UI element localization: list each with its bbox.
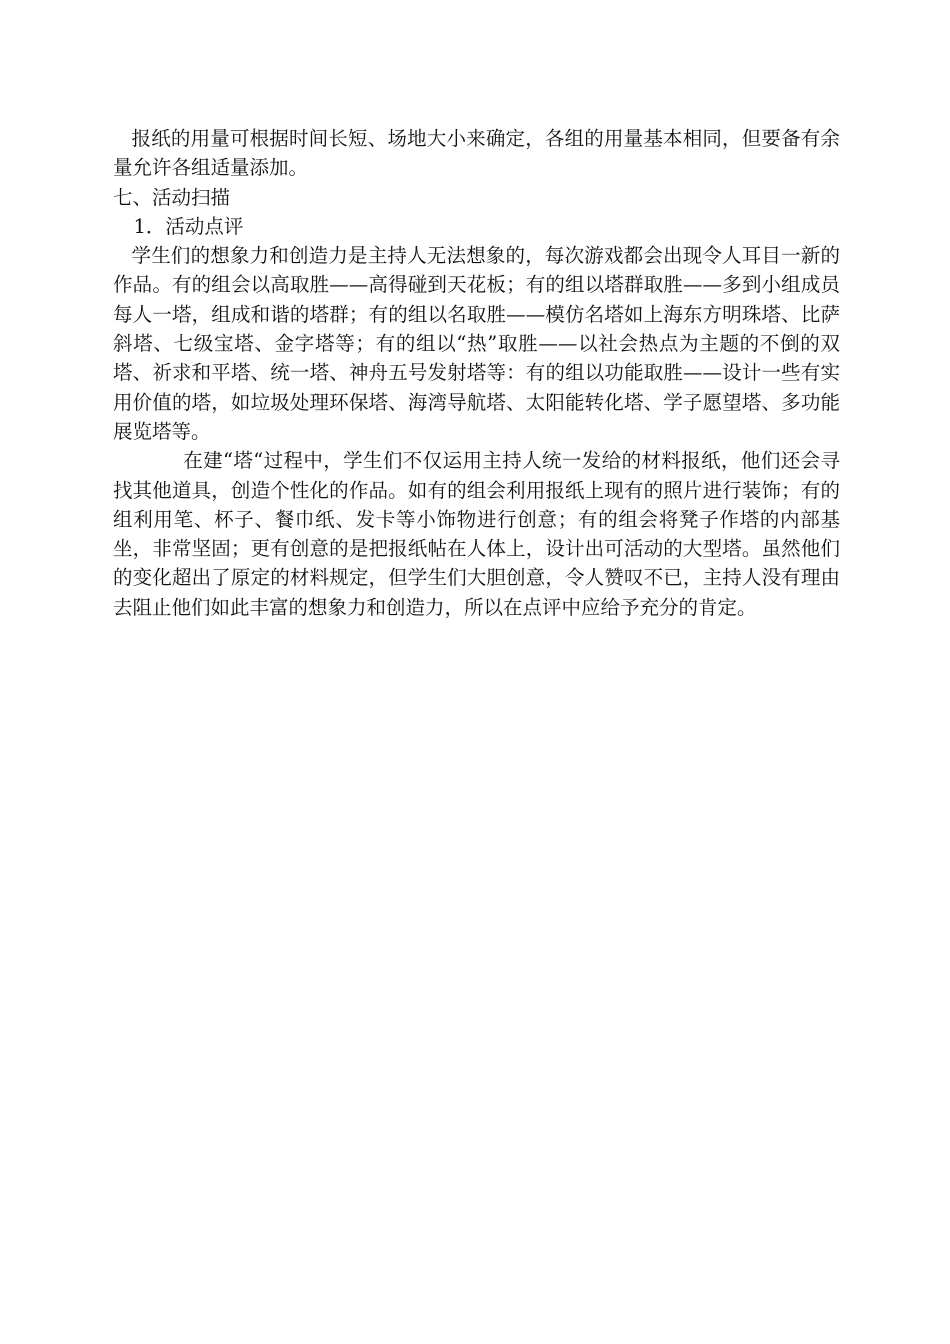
- subsection-heading-activity-review: 1．活动点评: [133, 214, 244, 238]
- paragraph-student-imagination: 学生们的想象力和创造力是主持人无法想象的，每次游戏都会出现令人耳目一新的作品。有的组会以高取胜——高得碰到天花板；有的组以塔群取胜——多到小组成员每人一塔，组成和谐的塔群；有的组以名取胜——模仿名塔如上海东方明珠塔、比萨斜塔、七级宝塔、金字塔等；有的组以“热”取胜——以社会热点为主题的不倒的双塔、祈求和平塔、统一塔、神舟五号发射塔等：有的组以功能取胜——设计一些有实用价值的塔，如垃圾处理环保塔、海湾导航塔、太阳能转化塔、学子愿望塔、多功能展览塔等。: [113, 244, 840, 443]
- section-heading-activity-scan: 七、活动扫描: [113, 185, 231, 209]
- paragraph-creative-materials: 在建“塔“过程中，学生们不仅运用主持人统一发给的材料报纸，他们还会寻找其他道具，创造个性化的作品。如有的组会利用报纸上现有的照片进行装饰；有的组利用笔、杯子、餐巾纸、发卡等小饰物进行创意；有的组会将凳子作塔的内部基坐，非常坚固；更有创意的是把报纸帖在人体上，设计出可活动的大型塔。虽然他们的变化超出了原定的材料规定，但学生们大胆创意，令人赞叹不已，主持人没有理由去阻止他们如此丰富的想象力和创造力，所以在点评中应给予充分的肯定。: [113, 449, 840, 619]
- document-body: [113, 124, 840, 622]
- paragraph-newspaper-usage: 报纸的用量可根据时间长短、场地大小来确定，各组的用量基本相同，但要备有余量允许各组适量添加。: [113, 127, 840, 180]
